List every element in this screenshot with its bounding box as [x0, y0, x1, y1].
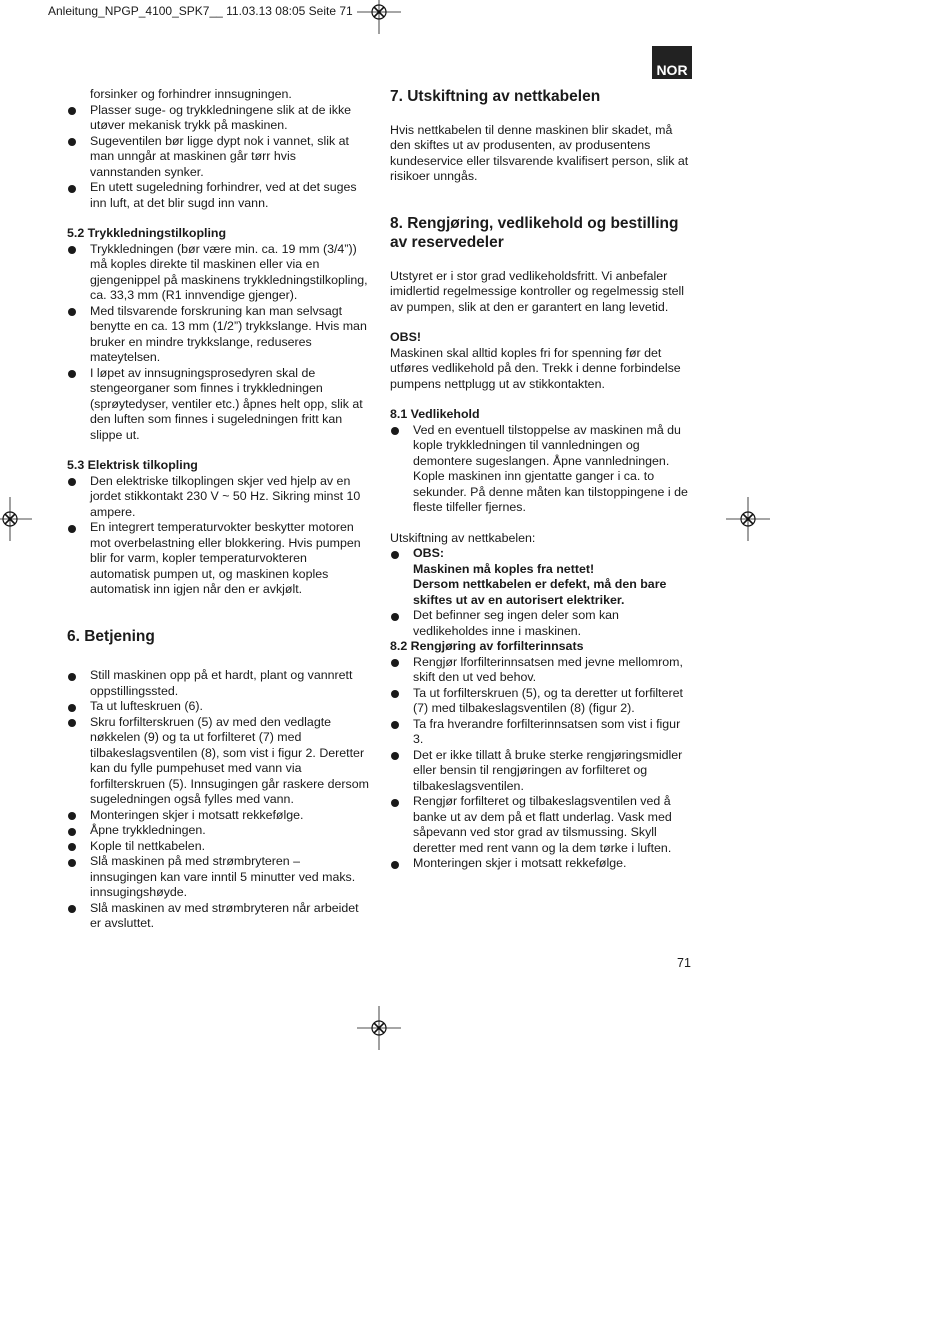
section-8-1-list	[390, 423, 692, 516]
list-item: Ta fra hverandre forfilterinnsatsen som vist i figur 3.	[390, 717, 692, 748]
section-5-2-title: 5.2 Trykkledningstilkopling	[67, 226, 227, 240]
list-item: En integrert temperaturvokter beskytter motoren mot overbelastning eller blokkering. Hvis pumpen blir for varm, kopler temperaturvokteren automatisk pumpen ut, og maskinen koples automatisk inn igjen når den er avkjølt.	[67, 520, 370, 598]
section-6-title: 6. Betjening	[67, 627, 155, 645]
section-8-title: 8. Rengjøring, vedlikehold og bestilling av reservedeler	[390, 214, 679, 251]
obs-title: OBS!	[390, 330, 421, 344]
cable-replacement-list	[390, 546, 692, 639]
section-8-text: Utstyret er i stor grad vedlikeholdsfritt. Vi anbefaler imidlertid regelmessige kontroller og regelmessig stell av pumpen, slik at den er garantert en lang levetid.	[390, 268, 685, 314]
section-8-1-title: 8.1 Vedlikehold	[390, 407, 480, 421]
intro-list	[67, 103, 370, 212]
registration-mark-top	[357, 0, 401, 34]
section-7-text: Hvis nettkabelen til denne maskinen blir skadet, må den skiftes ut av produsenten, av produsentens kundeservice eller tilsvarende kvalifisert person, slik at risikoer unngås.	[390, 122, 689, 183]
registration-mark-right	[726, 497, 770, 541]
list-item: Med tilsvarende forskruning kan man selvsagt benytte en ca. 13 mm (1/2”) trykkslange. Hvis man bruker en mindre trykkslange, reduseres mateytelsen.	[67, 304, 370, 366]
section-5-2-list	[67, 242, 370, 444]
page-number: 71	[677, 956, 691, 970]
list-item: En utett sugeledning forhindrer, ved at det suges inn luft, at det blir sugd inn vann.	[67, 180, 370, 211]
left-column	[67, 87, 370, 932]
obs-label: OBS:	[413, 546, 444, 560]
language-badge: NOR	[652, 46, 692, 79]
obs-warning-line-1: Maskinen må koples fra nettet!	[413, 561, 595, 576]
section-5-3-title: 5.3 Elektrisk tilkopling	[67, 458, 198, 472]
registration-mark-bottom	[357, 1006, 401, 1050]
list-item: Den elektriske tilkoplingen skjer ved hjelp av en jordet stikkontakt 230 V ~ 50 Hz. Sikring minst 10 ampere.	[67, 474, 370, 521]
list-item: Slå maskinen av med strømbryteren når arbeidet er avsluttet.	[67, 901, 370, 932]
list-item: Still maskinen opp på et hardt, plant og vannrett oppstillingssted.	[67, 668, 370, 699]
list-item: Monteringen skjer i motsatt rekkefølge.	[67, 808, 370, 824]
list-item-obs	[390, 546, 692, 608]
cable-replacement-intro: Utskiftning av nettkabelen:	[390, 530, 536, 545]
list-item: Ta ut forfilterskruen (5), og ta deretter ut forfilteret (7) med tilbakeslagsventilen (8) (figur 2).	[390, 686, 692, 717]
list-item: Plasser suge- og trykkledningene slik at de ikke utøver mekanisk trykk på maskinen.	[67, 103, 370, 134]
registration-mark-left	[0, 497, 32, 541]
right-column	[390, 87, 692, 872]
list-item: Skru forfilterskruen (5) av med den vedlagte nøkkelen (9) og ta ut forfilteret (7) med tilbakeslagsventilen (8), som vist i figur 2. Deretter kan du fylle pumpehuset med vann via forfilterskruen (5). Innsugingen går raskere dersom sugeledningen også fylles med vann.	[67, 715, 370, 808]
list-item: Åpne trykkledningen.	[67, 823, 370, 839]
list-item: Det befinner seg ingen deler som kan vedlikeholdes inne i maskinen.	[390, 608, 692, 639]
obs-text: Maskinen skal alltid koples fri for spenning før det utføres vedlikehold på den. Trekk i denne forbindelse pumpens nettplugg ut av stikkontakten.	[390, 345, 681, 391]
list-item: Rengjør forfilteret og tilbakeslagsventilen ved å banke ut av dem på et flatt underlag. Vask med såpevann ved stor grad av tilsmussing. Skyll deretter med rent vann og la dem tørke i luften.	[390, 794, 692, 856]
obs-warning-line-2: Dersom nettkabelen er defekt, må den bare skiftes ut av en autorisert elektriker.	[413, 577, 667, 607]
section-6-list	[67, 668, 370, 932]
list-item: Trykkledningen (bør være min. ca. 19 mm (3/4”)) må koples direkte til maskinen eller via en gjengenippel på maskinens trykkledningstilkopling, ca. 33,3 mm (R1 innvendige gjenger).	[67, 242, 370, 304]
list-item: Ved en eventuell tilstoppelse av maskinen må du kople trykkledningen til vannledningen og demontere sugeslangen. Åpne vannledningen. Kople maskinen inn gjentatte ganger i ca. to sekunder. På denne måten kan tilstoppingene i de fleste tilfeller fjernes.	[390, 423, 692, 516]
list-item: Monteringen skjer i motsatt rekkefølge.	[390, 856, 692, 872]
list-item: I løpet av innsugningsprosedyren skal de stengeorganer som finnes i trykkledningen (sprøytedyser, ventiler etc.) åpnes helt opp, slik at den luften som finnes i sugeledningen fritt kan slippe ut.	[67, 366, 370, 444]
print-slug: Anleitung_NPGP_4100_SPK7__ 11.03.13 08:05 Seite 71	[48, 4, 353, 18]
intro-continuation: forsinker og forhindrer innsugningen.	[90, 87, 292, 101]
section-8-2-title: 8.2 Rengjøring av forfilterinnsats	[390, 639, 584, 653]
section-5-3-list	[67, 474, 370, 598]
section-7-title: 7. Utskiftning av nettkabelen	[390, 88, 601, 105]
list-item: Kople til nettkabelen.	[67, 839, 370, 855]
list-item: Ta ut lufteskruen (6).	[67, 699, 370, 715]
list-item: Sugeventilen bør ligge dypt nok i vannet, slik at man unngår at maskinen går tørr hvis vannstanden synker.	[67, 134, 370, 181]
list-item: Det er ikke tillatt å bruke sterke rengjøringsmidler eller bensin til rengjøringen av forfilteret og tilbakeslagsventilen.	[390, 748, 692, 795]
section-8-2-list	[390, 655, 692, 872]
list-item: Slå maskinen på med strømbryteren – innsugingen kan vare inntil 5 minutter ved maks. innsugingshøyde.	[67, 854, 370, 901]
list-item: Rengjør lforfilterinnsatsen med jevne mellomrom, skift den ut ved behov.	[390, 655, 692, 686]
